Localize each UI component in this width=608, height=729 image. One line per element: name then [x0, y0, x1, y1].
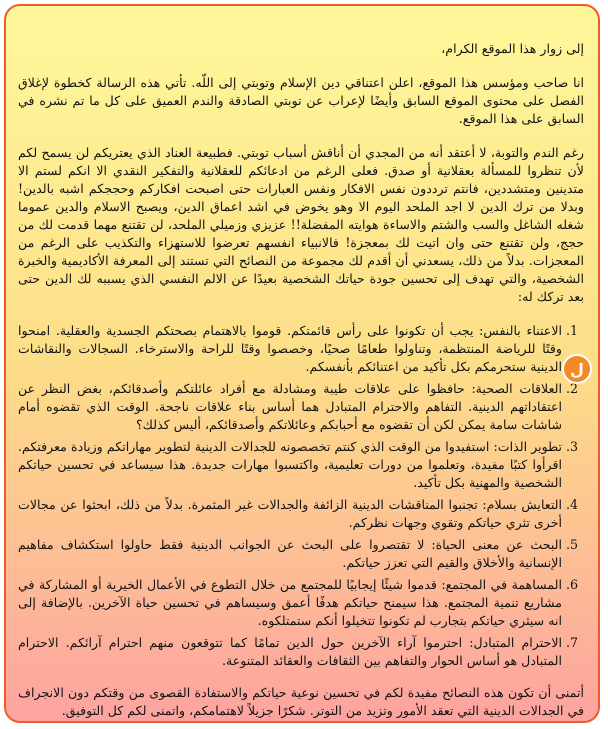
- list-item: 1. الاعتناء بالنفس: يجب أن تكونوا على رأس قائمتكم. قوموا بالاهتمام بصحتكم الجسدية والعقلية. امنحوا وقتًا للرياضة المنتظمة، وتناولوا طعامًا صحيًا، وخصصوا وقتًا للراحة والاسترخاء. السجالات والنقاشات الدينية ستحرمكم بكل تأكيد من اعتنائكم بأنفسكم.: [18, 322, 562, 376]
- greeting: إلى زوار هذا الموقع الكرام،: [441, 41, 584, 56]
- list-item: 5. البحث عن معنى الحياة: لا تقتصروا على البحث عن الجوانب الدينية فقط حاولوا استكشاف مفاهيم الإنسانية والأخلاق والقيم التي تعزز حياتكم.: [18, 536, 562, 572]
- list-item: 2. العلاقات الصحية: حافظوا على علاقات طيبة ومشادلة مع أفراد عائلتكم وأصدقائكم، بغض النظر عن اعتقاداتهم الدينية. التفاهم والاحترام المتبادل هما أساس بناء علاقات ناجحة. الوقت الذي تقضوه أمام شاشات سامة يمكن لكن أن تقضوه مع أحبابكم وعائلاتكم وأصدقائكم، أليس كذلك؟: [18, 380, 562, 434]
- list-item: 7. الاحترام المتبادل: احترموا آراء الآخرين حول الدين تمامًا كما تتوقعون منهم احترام آرائكم. الاحترام المتبادل هو أساس الحوار والتفاهم بين الثقافات والعقائد المتنوعة.: [18, 634, 562, 670]
- site-watermark: [562, 354, 592, 384]
- list-item: 3. تطوير الذات: استفيدوا من الوقت الذي كنتم تخصصونه للجدالات الدينية لتطوير مهاراتكم وزيادة معرفتكم. اقرأوا كتبًا مفيدة، وتعلموا من دورات تعليمية، واكتسبوا مهارات جديدة. هذا سيساعد في تحسين حياتكم الشخصية والمهنية بكل تأكيد.: [18, 438, 562, 492]
- intro-paragraph: انا صاحب ومؤسس هذا الموقع، اعلن اعتناقي دين الإسلام وتوبتي إلى اللّه. تأتي هذه الرسالة كخطوة لإغلاق الفصل على محتوى الموقع السابق وأيضًا لإعراب عن توبتي الصادقة والندم العميق على كل ما تم نشره في السابق على هذا الموقع.: [18, 75, 584, 126]
- closing-paragraph: أتمنى أن تكون هذه النصائح مفيدة لكم في تحسين نوعية حياتكم والاستفادة القصوى من وقتكم دون الانجراف في الجدالات الدينية التي تعقد الأمور وتزيد من التوتر. شكرًا جزيلاً لاهتمامكم، واتمنى لكم كل التوفيق.: [18, 685, 584, 718]
- list-item: 6. المساهمة في المجتمع: قدموا شيئًا إيجابيًا للمجتمع من خلال التطوع في الأعمال الخيرية أو المشاركة في مشاريع تنمية المجتمع. هذا سيمنح حياتكم هدفًا أعمق وسيساهم في تحسين حياة الآخرين. بالإضافة إلى انه سيثري حياتكم بتجارب لم تكونوا تتخيلوا أنكم ستمتلكوه.: [18, 576, 562, 630]
- advice-list: [18, 322, 584, 670]
- letter-content: [6, 6, 598, 720]
- logo-icon: ل: [562, 354, 592, 384]
- letter-card: [4, 4, 600, 723]
- body-paragraph: رغم الندم والتوبة، لا أعتقد أنه من المجدي أن أناقش أسباب توبتي. فطبيعة العناد الذي يعتريكم لن يسمح لكم لأن تنظروا للمسألة بعقلانية أو صدق. فعلى الرغم من ادعائكم للعقلانية والتفكير النقدي الا انكم لستم الا متدينين ومتشددين، فانتم ترددون نفس الافكار ونفس العبارات حتى اصبحت افكاركم وحججكم اشبه بالدين! وبدلا من ترك الدين لا اجد الملحد اليوم الا وهو يخوض في اشد اعماق الدين، ويصبح الاسلام والدين عموما شغله الشاغل والسب والشتم والاساءة هوايته المفضلة!! عزيزي وزميلي الملحد، لن تقتنع مهما قدمت لك من حجج، ولن تقتنع حتى وان اتيت لك بمعجزة! فالانبياء انفسهم تعرضوا للاستهزاء والتكذيب على الرغم من المعجزات. بدلاً من ذلك، يسعدني أن أقدم لك مجموعة من النصائح التي تستند إلى المعرفة الأكاديمية والخبرة الشخصية، والتي تهدف إلى تحسين جودة حياتك الشخصية بعيدًا عن الالم النفسي الذي يسببه لك الدين حتى بعد تركك له:: [18, 145, 584, 304]
- list-item: 4. التعايش بسلام: تجنبوا المناقشات الدينية الزائفة والجدالات غير المثمرة. بدلاً من ذلك، ابحثوا عن مجالات أخرى تثري حياتكم وتقوي وجهات نظركم.: [18, 496, 562, 532]
